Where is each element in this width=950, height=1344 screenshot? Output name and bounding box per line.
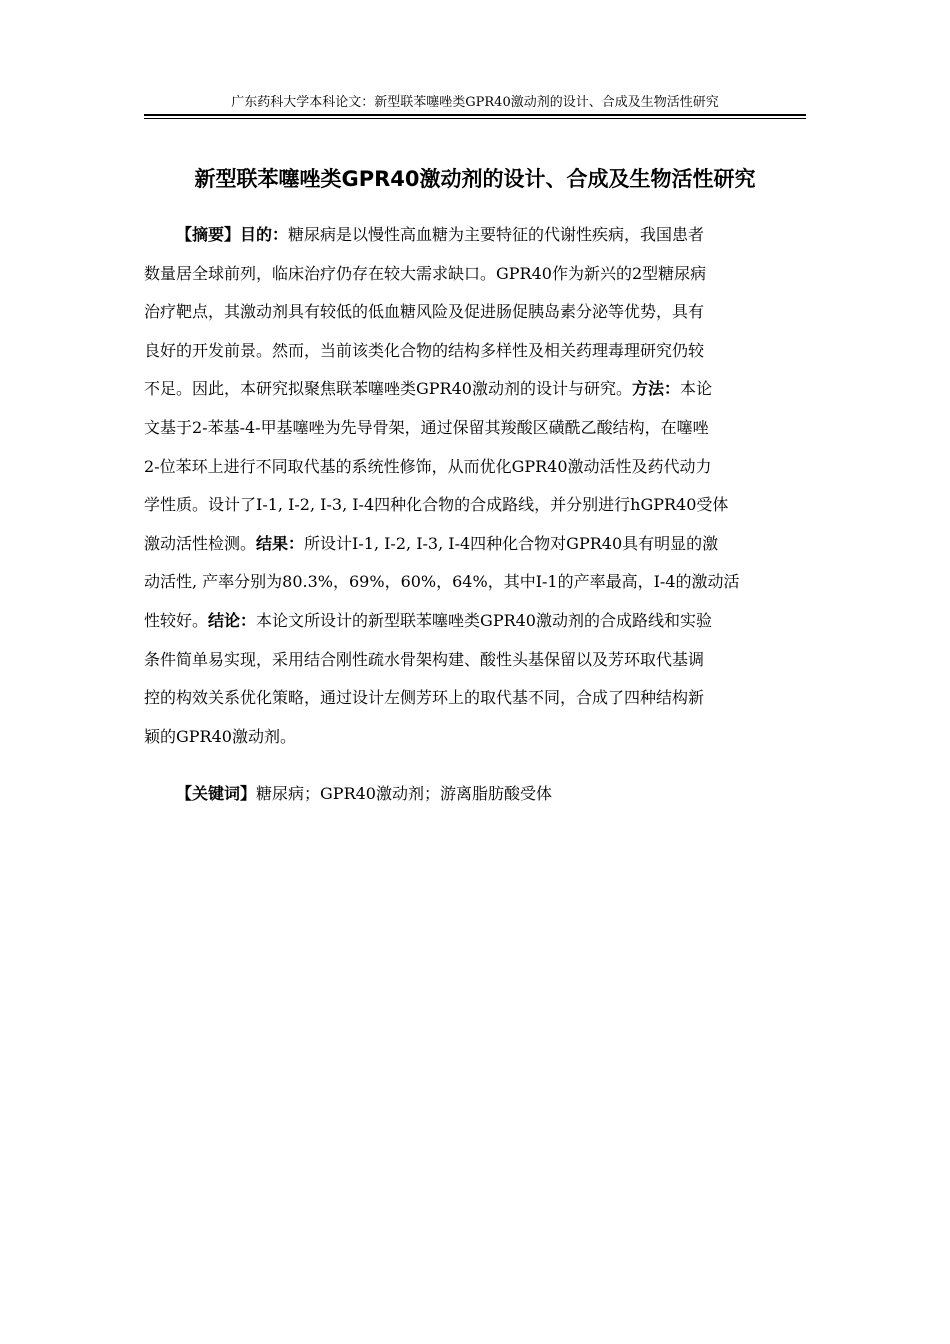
abstract-line-2: 数量居全球前列，临床治疗仍存在较大需求缺口。GPR40作为新兴的2型糖尿病 [144,263,707,283]
abstract-line-5 [144,370,806,409]
abstract-line-14: 颖的GPR40激动剂。 [144,726,296,746]
abstract-line-11 [144,602,806,641]
abstract-line-4: 良好的开发前景。然而，当前该类化合物的结构多样性及相关药理毒理研究仍较 [144,340,705,360]
header-rule-thick [144,114,806,116]
abstract-line-13: 控的构效关系优化策略，通过设计左侧芳环上的取代基不同，合成了四种结构新 [144,688,705,708]
abstract-line-12: 条件简单易实现，采用结合刚性疏水骨架构建、酸性头基保留以及芳环取代基调 [144,649,705,669]
conclusion-label: 结论： [208,610,257,630]
keywords [176,776,552,812]
abstract-text: 激动活性检测。 [144,533,257,553]
keywords-text: 糖尿病；GPR40激动剂；游离脂肪酸受体 [256,784,552,803]
abstract-text: 糖尿病是以慢性高血糖为主要特征的代谢性疾病，我国患者 [288,225,705,244]
abstract-text: 不足。因此，本研究拟聚焦联苯噻唑类GPR40激动剂的设计与研究。 [144,379,632,399]
paper-title: 新型联苯噻唑类GPR40激动剂的设计、合成及生物活性研究 [194,167,756,191]
result-label: 结果： [256,533,305,553]
header-rule-thin [144,118,806,119]
abstract-text: 所设计I-1, I-2, I-3, I-4四种化合物对GPR40具有明显的激 [304,533,719,553]
abstract-line-10: 动活性, 产率分别为80.3%，69%，60%，64%，其中I-1的产率最高，I-4的激动活 [144,572,740,592]
abstract-line-8: 学性质。设计了I-1, I-2, I-3, I-4四种化合物的合成路线，并分别进行hGPR40受体 [144,495,729,515]
abstract-text: 本论文所设计的新型联苯噻唑类GPR40激动剂的合成路线和实验 [256,610,712,630]
running-header: 广东药科大学本科论文：新型联苯噻唑类GPR40激动剂的设计、合成及生物活性研究 [231,95,719,110]
abstract-line-3: 治疗靶点，其激动剂具有较低的低血糖风险及促进肠促胰岛素分泌等优势，具有 [144,302,705,322]
abstract-body [144,216,806,756]
abstract-text: 性较好。 [144,610,209,630]
abstract-label: 【摘要】 [176,225,241,244]
method-label: 方法： [631,379,680,399]
abstract-text: 本论 [679,379,712,399]
objective-label: 目的： [240,225,289,244]
abstract-line-6: 文基于2-苯基-4-甲基噻唑为先导骨架，通过保留其羧酸区磺酰乙酸结构，在噻唑 [144,417,709,437]
abstract-line-1 [144,216,806,255]
abstract-line-9 [144,525,806,564]
keywords-label: 【关键词】 [176,784,257,803]
abstract-line-7: 2-位苯环上进行不同取代基的系统性修饰，从而优化GPR40激动活性及药代动力 [144,456,712,476]
